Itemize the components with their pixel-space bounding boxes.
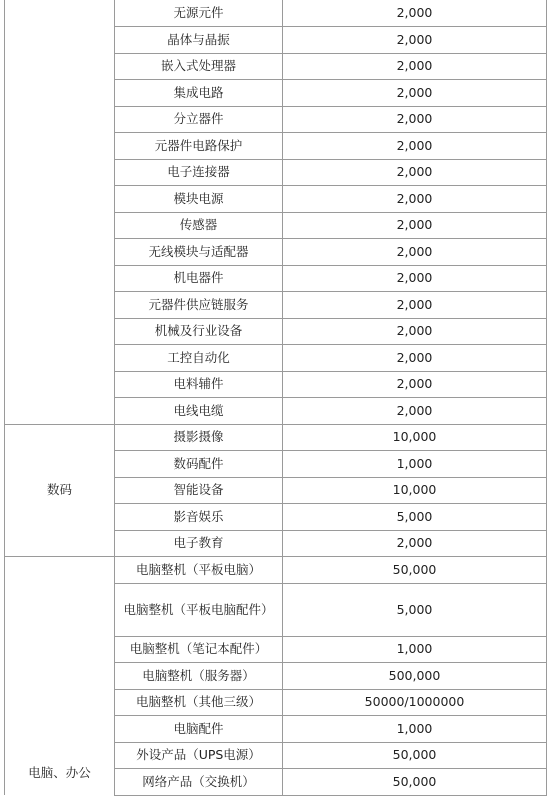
item-cell: 数码配件 xyxy=(115,451,283,478)
item-cell: 电脑配件 xyxy=(115,716,283,743)
value-cell: 1,000 xyxy=(283,636,547,663)
value-cell: 2,000 xyxy=(283,239,547,266)
item-cell: 电子教育 xyxy=(115,530,283,557)
item-cell: 机械及行业设备 xyxy=(115,318,283,345)
item-cell: 电料辅件 xyxy=(115,371,283,398)
value-cell: 50000/1000000 xyxy=(283,689,547,716)
value-cell: 5,000 xyxy=(283,504,547,531)
value-cell: 50,000 xyxy=(283,742,547,769)
value-cell: 2,000 xyxy=(283,292,547,319)
item-cell: 工控自动化 xyxy=(115,345,283,372)
category-cell-digital: 数码 xyxy=(5,424,115,557)
item-cell: 影音娱乐 xyxy=(115,504,283,531)
value-cell: 10,000 xyxy=(283,477,547,504)
value-cell: 2,000 xyxy=(283,159,547,186)
item-cell: 智能设备 xyxy=(115,477,283,504)
value-cell: 2,000 xyxy=(283,133,547,160)
value-cell: 2,000 xyxy=(283,345,547,372)
value-cell: 2,000 xyxy=(283,371,547,398)
category-cell xyxy=(5,0,115,424)
value-cell: 500,000 xyxy=(283,663,547,690)
item-cell: 无源元件 xyxy=(115,0,283,27)
item-cell: 电脑整机（其他三级） xyxy=(115,689,283,716)
value-cell: 2,000 xyxy=(283,530,547,557)
item-cell: 机电器件 xyxy=(115,265,283,292)
value-cell: 50,000 xyxy=(283,557,547,584)
value-cell: 2,000 xyxy=(283,186,547,213)
value-cell: 50,000 xyxy=(283,769,547,796)
value-cell: 10,000 xyxy=(283,424,547,451)
value-cell: 2,000 xyxy=(283,0,547,27)
table-row xyxy=(5,424,547,451)
item-cell: 嵌入式处理器 xyxy=(115,53,283,80)
category-cell-computer-office: 电脑、办公 xyxy=(5,557,115,796)
item-cell: 外设产品（UPS电源） xyxy=(115,742,283,769)
item-cell: 元器件电路保护 xyxy=(115,133,283,160)
item-cell: 网络产品（交换机） xyxy=(115,769,283,796)
item-cell: 分立器件 xyxy=(115,106,283,133)
value-cell: 2,000 xyxy=(283,265,547,292)
value-cell: 5,000 xyxy=(283,583,547,636)
item-cell: 电线电缆 xyxy=(115,398,283,425)
value-cell: 1,000 xyxy=(283,451,547,478)
item-cell: 电子连接器 xyxy=(115,159,283,186)
item-cell: 元器件供应链服务 xyxy=(115,292,283,319)
value-cell: 2,000 xyxy=(283,398,547,425)
table-row xyxy=(5,557,547,584)
item-cell: 电脑整机（服务器） xyxy=(115,663,283,690)
value-cell: 2,000 xyxy=(283,212,547,239)
value-cell: 2,000 xyxy=(283,80,547,107)
value-cell: 2,000 xyxy=(283,106,547,133)
value-cell: 2,000 xyxy=(283,53,547,80)
table-row xyxy=(5,0,547,27)
value-cell: 2,000 xyxy=(283,318,547,345)
value-cell: 2,000 xyxy=(283,27,547,54)
item-cell: 模块电源 xyxy=(115,186,283,213)
item-cell: 传感器 xyxy=(115,212,283,239)
value-cell: 1,000 xyxy=(283,716,547,743)
item-cell: 无线模块与适配器 xyxy=(115,239,283,266)
item-cell: 摄影摄像 xyxy=(115,424,283,451)
item-cell: 集成电路 xyxy=(115,80,283,107)
item-cell: 电脑整机（平板电脑配件） xyxy=(115,583,283,636)
item-cell: 晶体与晶振 xyxy=(115,27,283,54)
item-cell: 电脑整机（笔记本配件） xyxy=(115,636,283,663)
deposit-table xyxy=(4,0,547,796)
item-cell: 电脑整机（平板电脑） xyxy=(115,557,283,584)
